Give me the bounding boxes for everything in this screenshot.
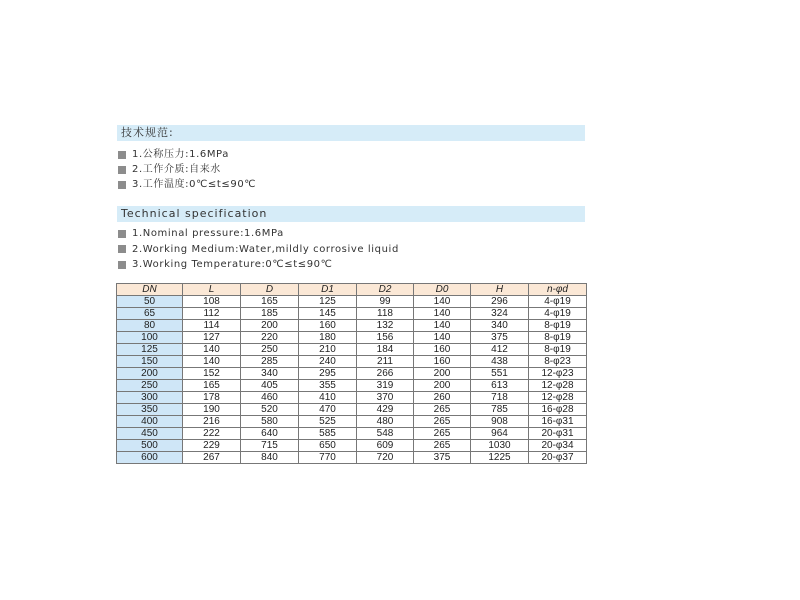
table-row xyxy=(117,320,587,332)
table-cell: 265 xyxy=(414,428,471,440)
table-cell: 1030 xyxy=(471,440,529,452)
list-item xyxy=(118,147,256,162)
table-cell: 412 xyxy=(471,344,529,356)
table-row xyxy=(117,452,587,464)
table-cell: 405 xyxy=(241,380,299,392)
list-item xyxy=(118,177,256,192)
table-cell: 600 xyxy=(117,452,183,464)
table-cell: 340 xyxy=(241,368,299,380)
en-spec-title: Technical specification xyxy=(117,206,585,222)
table-cell: 840 xyxy=(241,452,299,464)
table-cell: 525 xyxy=(299,416,357,428)
table-cell: 250 xyxy=(241,344,299,356)
table-cell: 375 xyxy=(471,332,529,344)
table-cell: 127 xyxy=(183,332,241,344)
table-cell: 140 xyxy=(414,296,471,308)
table-cell: 375 xyxy=(414,452,471,464)
table-cell: 640 xyxy=(241,428,299,440)
square-bullet-icon xyxy=(118,151,126,159)
table-cell: 200 xyxy=(414,368,471,380)
table-cell: 160 xyxy=(414,344,471,356)
table-cell: 222 xyxy=(183,428,241,440)
table-cell: 145 xyxy=(299,308,357,320)
spec-text: 3.Working Temperature:0℃≤t≤90℃ xyxy=(132,259,333,270)
table-cell: 4-φ19 xyxy=(529,296,587,308)
spec-text: 2.Working Medium:Water,mildly corrosive liquid xyxy=(132,243,399,255)
table-cell: 350 xyxy=(117,404,183,416)
table-row xyxy=(117,344,587,356)
table-cell: 99 xyxy=(357,296,414,308)
table-cell: 520 xyxy=(241,404,299,416)
table-cell: 108 xyxy=(183,296,241,308)
table-cell: 548 xyxy=(357,428,414,440)
table-row xyxy=(117,368,587,380)
spec-text: 2.工作介质:自来水 xyxy=(132,164,221,175)
table-cell: 12-φ23 xyxy=(529,368,587,380)
table-row xyxy=(117,332,587,344)
table-cell: 165 xyxy=(183,380,241,392)
table-row xyxy=(117,428,587,440)
table-cell: 216 xyxy=(183,416,241,428)
table-header-row xyxy=(117,284,587,296)
header-h: H xyxy=(471,284,529,296)
table-cell: 1225 xyxy=(471,452,529,464)
cn-spec-title: 技术规范: xyxy=(117,125,585,141)
table-cell: 20-φ37 xyxy=(529,452,587,464)
table-cell: 720 xyxy=(357,452,414,464)
table-cell: 265 xyxy=(414,440,471,452)
table-cell: 585 xyxy=(299,428,357,440)
table-body xyxy=(117,296,587,464)
table-row xyxy=(117,356,587,368)
table-cell: 160 xyxy=(414,356,471,368)
table-row xyxy=(117,404,587,416)
table-row xyxy=(117,308,587,320)
table-cell: 80 xyxy=(117,320,183,332)
table-cell: 324 xyxy=(471,308,529,320)
spec-text: 1.Nominal pressure:1.6MPa xyxy=(132,228,284,239)
table-cell: 265 xyxy=(414,404,471,416)
table-cell: 200 xyxy=(241,320,299,332)
header-dn: DN xyxy=(117,284,183,296)
table-cell: 609 xyxy=(357,440,414,452)
table-cell: 132 xyxy=(357,320,414,332)
table-cell: 785 xyxy=(471,404,529,416)
table-cell: 480 xyxy=(357,416,414,428)
table-cell: 265 xyxy=(414,416,471,428)
table-cell: 211 xyxy=(357,356,414,368)
table-cell: 613 xyxy=(471,380,529,392)
table-cell: 8-φ19 xyxy=(529,320,587,332)
table-cell: 410 xyxy=(299,392,357,404)
table-cell: 20-φ31 xyxy=(529,428,587,440)
table-cell: 140 xyxy=(414,308,471,320)
table-cell: 340 xyxy=(471,320,529,332)
table-cell: 140 xyxy=(414,332,471,344)
table-row xyxy=(117,296,587,308)
spec-text: 1.公称压力:1.6MPa xyxy=(132,149,229,160)
table-cell: 16-φ28 xyxy=(529,404,587,416)
square-bullet-icon xyxy=(118,261,126,269)
table-cell: 125 xyxy=(117,344,183,356)
table-cell: 300 xyxy=(117,392,183,404)
table-cell: 190 xyxy=(183,404,241,416)
table-cell: 438 xyxy=(471,356,529,368)
table-cell: 118 xyxy=(357,308,414,320)
table-cell: 250 xyxy=(117,380,183,392)
square-bullet-icon xyxy=(118,245,126,253)
table-cell: 460 xyxy=(241,392,299,404)
header-d: D xyxy=(241,284,299,296)
table-row xyxy=(117,416,587,428)
header-d1: D1 xyxy=(299,284,357,296)
table-cell: 295 xyxy=(299,368,357,380)
table-cell: 200 xyxy=(414,380,471,392)
table-cell: 180 xyxy=(299,332,357,344)
table-cell: 125 xyxy=(299,296,357,308)
table-cell: 4-φ19 xyxy=(529,308,587,320)
table-cell: 160 xyxy=(299,320,357,332)
header-l: L xyxy=(183,284,241,296)
table-cell: 8-φ19 xyxy=(529,332,587,344)
table-cell: 500 xyxy=(117,440,183,452)
table-cell: 908 xyxy=(471,416,529,428)
table-cell: 12-φ28 xyxy=(529,380,587,392)
table-cell: 715 xyxy=(241,440,299,452)
table-cell: 200 xyxy=(117,368,183,380)
table-cell: 152 xyxy=(183,368,241,380)
table-cell: 229 xyxy=(183,440,241,452)
table-row xyxy=(117,392,587,404)
table-cell: 50 xyxy=(117,296,183,308)
table-cell: 140 xyxy=(183,356,241,368)
table-cell: 8-φ23 xyxy=(529,356,587,368)
table-cell: 156 xyxy=(357,332,414,344)
table-cell: 296 xyxy=(471,296,529,308)
table-cell: 551 xyxy=(471,368,529,380)
square-bullet-icon xyxy=(118,230,126,238)
table-cell: 16-φ31 xyxy=(529,416,587,428)
table-cell: 12-φ28 xyxy=(529,392,587,404)
table-cell: 20-φ34 xyxy=(529,440,587,452)
table-cell: 112 xyxy=(183,308,241,320)
table-cell: 100 xyxy=(117,332,183,344)
list-item xyxy=(118,226,399,242)
table-cell: 964 xyxy=(471,428,529,440)
table-cell: 240 xyxy=(299,356,357,368)
table-cell: 770 xyxy=(299,452,357,464)
table-cell: 400 xyxy=(117,416,183,428)
table-cell: 140 xyxy=(414,320,471,332)
table-cell: 65 xyxy=(117,308,183,320)
table-cell: 650 xyxy=(299,440,357,452)
table-cell: 355 xyxy=(299,380,357,392)
table-cell: 220 xyxy=(241,332,299,344)
table-cell: 165 xyxy=(241,296,299,308)
table-cell: 210 xyxy=(299,344,357,356)
table-cell: 150 xyxy=(117,356,183,368)
table-cell: 266 xyxy=(357,368,414,380)
list-item xyxy=(118,257,399,273)
table-cell: 285 xyxy=(241,356,299,368)
table-cell: 267 xyxy=(183,452,241,464)
table-cell: 184 xyxy=(357,344,414,356)
table-cell: 580 xyxy=(241,416,299,428)
header-n-phi-d: n-φd xyxy=(529,284,587,296)
square-bullet-icon xyxy=(118,181,126,189)
table-row xyxy=(117,440,587,452)
table-row xyxy=(117,380,587,392)
table-cell: 140 xyxy=(183,344,241,356)
table-cell: 370 xyxy=(357,392,414,404)
table-cell: 319 xyxy=(357,380,414,392)
table-cell: 8-φ19 xyxy=(529,344,587,356)
spec-text: 3.工作温度:0℃≤t≤90℃ xyxy=(132,179,257,190)
en-spec-list xyxy=(118,226,399,273)
square-bullet-icon xyxy=(118,166,126,174)
header-d0: D0 xyxy=(414,284,471,296)
table-cell: 718 xyxy=(471,392,529,404)
table-cell: 178 xyxy=(183,392,241,404)
dimension-table xyxy=(116,283,587,464)
table-cell: 114 xyxy=(183,320,241,332)
cn-spec-list xyxy=(118,147,256,192)
table-cell: 429 xyxy=(357,404,414,416)
header-d2: D2 xyxy=(357,284,414,296)
table-cell: 470 xyxy=(299,404,357,416)
list-item xyxy=(118,242,399,258)
list-item xyxy=(118,162,256,177)
table-cell: 260 xyxy=(414,392,471,404)
table-cell: 450 xyxy=(117,428,183,440)
table-cell: 185 xyxy=(241,308,299,320)
